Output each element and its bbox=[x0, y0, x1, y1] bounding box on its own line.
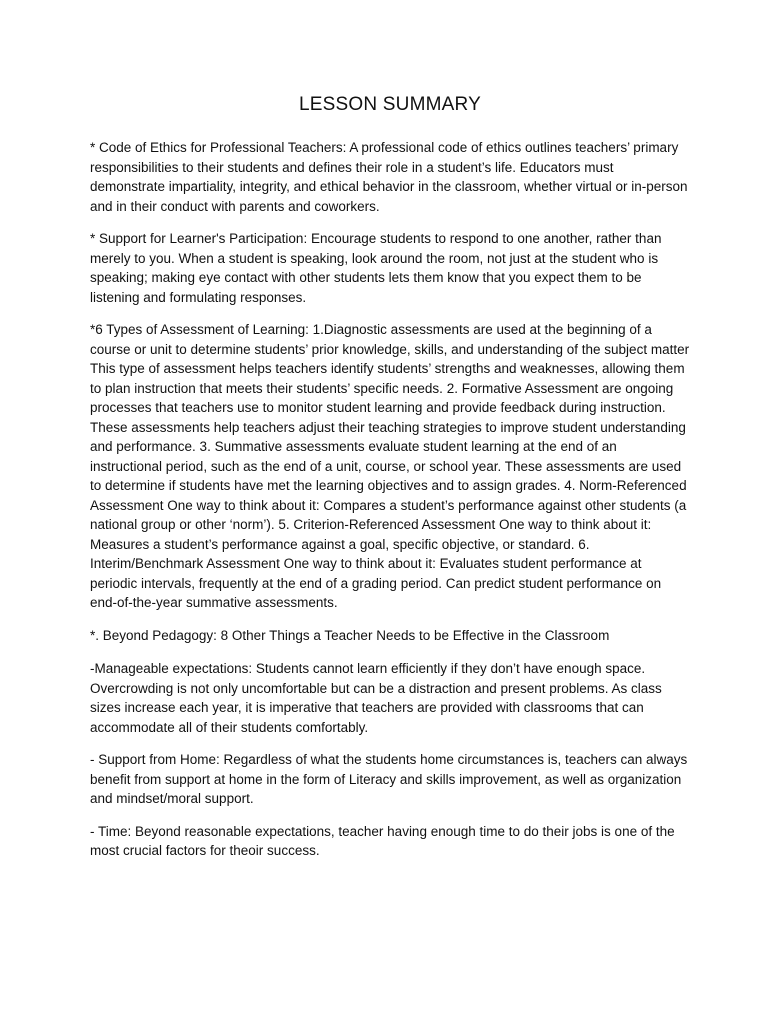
beyond-pedagogy-heading: *. Beyond Pedagogy: 8 Other Things a Teacher Needs to be Effective in the Classroom bbox=[90, 627, 610, 643]
list-item: - Support from Home: Regardless of what the students home circumstances is, teachers can always benefit from support at home in the form of Literacy and skills improvement, as well as organization and mindset/moral support. bbox=[90, 752, 688, 806]
section-code-of-ethics bbox=[90, 138, 690, 216]
section-heading: * Code of Ethics for Professional Teachers: bbox=[90, 140, 347, 155]
section-heading: * Support for Learner's Participation bbox=[90, 231, 304, 246]
list-item: -Manageable expectations: Students cannot learn efficiently if they don’t have enough space. Overcrowding is not only uncomfortable but can be a distraction and present problems. As class sizes increase each year, it is imperative that teachers are provided with classrooms that can accommodate all of their students comfortably. bbox=[90, 661, 662, 735]
list-item: - Time: Beyond reasonable expectations, teacher having enough time to do their jobs is one of the most crucial factors for theoir success. bbox=[90, 823, 675, 858]
page-title: LESSON SUMMARY bbox=[299, 94, 481, 115]
section-assessment-types bbox=[90, 320, 690, 613]
document-page bbox=[90, 92, 690, 874]
section-learner-participation bbox=[90, 229, 690, 307]
section-body: : Encourage students to respond to one another, rather than merely to you. When a student is speaking, look around the room, not just at the student who is speaking; making eye contact with other students lets them know that you expect them to be listening and formulating responses. bbox=[90, 231, 662, 305]
section-body: : 1.Diagnostic assessments are used at the beginning of a course or unit to determine students’ prior knowledge, skills, and understanding of the subject matter This type of assessment helps teachers identify students’ strengths and weaknesses, allowing them to plan instruction that meets their students’ specific needs. 2. Formative Assessment are ongoing processes that teachers use to monitor student learning and provide feedback during instruction. These assessments help teachers adjust their teaching strategies to improve student understanding and performance. 3. Summative assessments evaluate student learning at the end of an instructional period, such as the end of a unit, course, or school year. These assessments are used to determine if students have met the learning objectives and to assign grades. 4. Norm-Referenced Assessment One way to think about it: Compares a student’s performance against other students (a national group or other ‘norm’). 5. Criterion-Referenced Assessment One way to think about it: Measures a student’s performance against a goal, specific objective, or standard. 6. Interim/Benchmark Assessment One way to think about it: Evaluates student performance at periodic intervals, frequently at the end of a grading period. Can predict student performance on end-of-the-year summative assessments. bbox=[90, 322, 690, 610]
section-body: A professional code of ethics outlines teachers’ primary responsibilities to their students and defines their role in a student’s life. Educators must demonstrate impartiality, integrity, and ethical behavior in the classroom, whether virtual or in-person and in their conduct with parents and coworkers. bbox=[90, 140, 688, 214]
section-heading: *6 Types of Assessment of Learning bbox=[90, 322, 306, 337]
